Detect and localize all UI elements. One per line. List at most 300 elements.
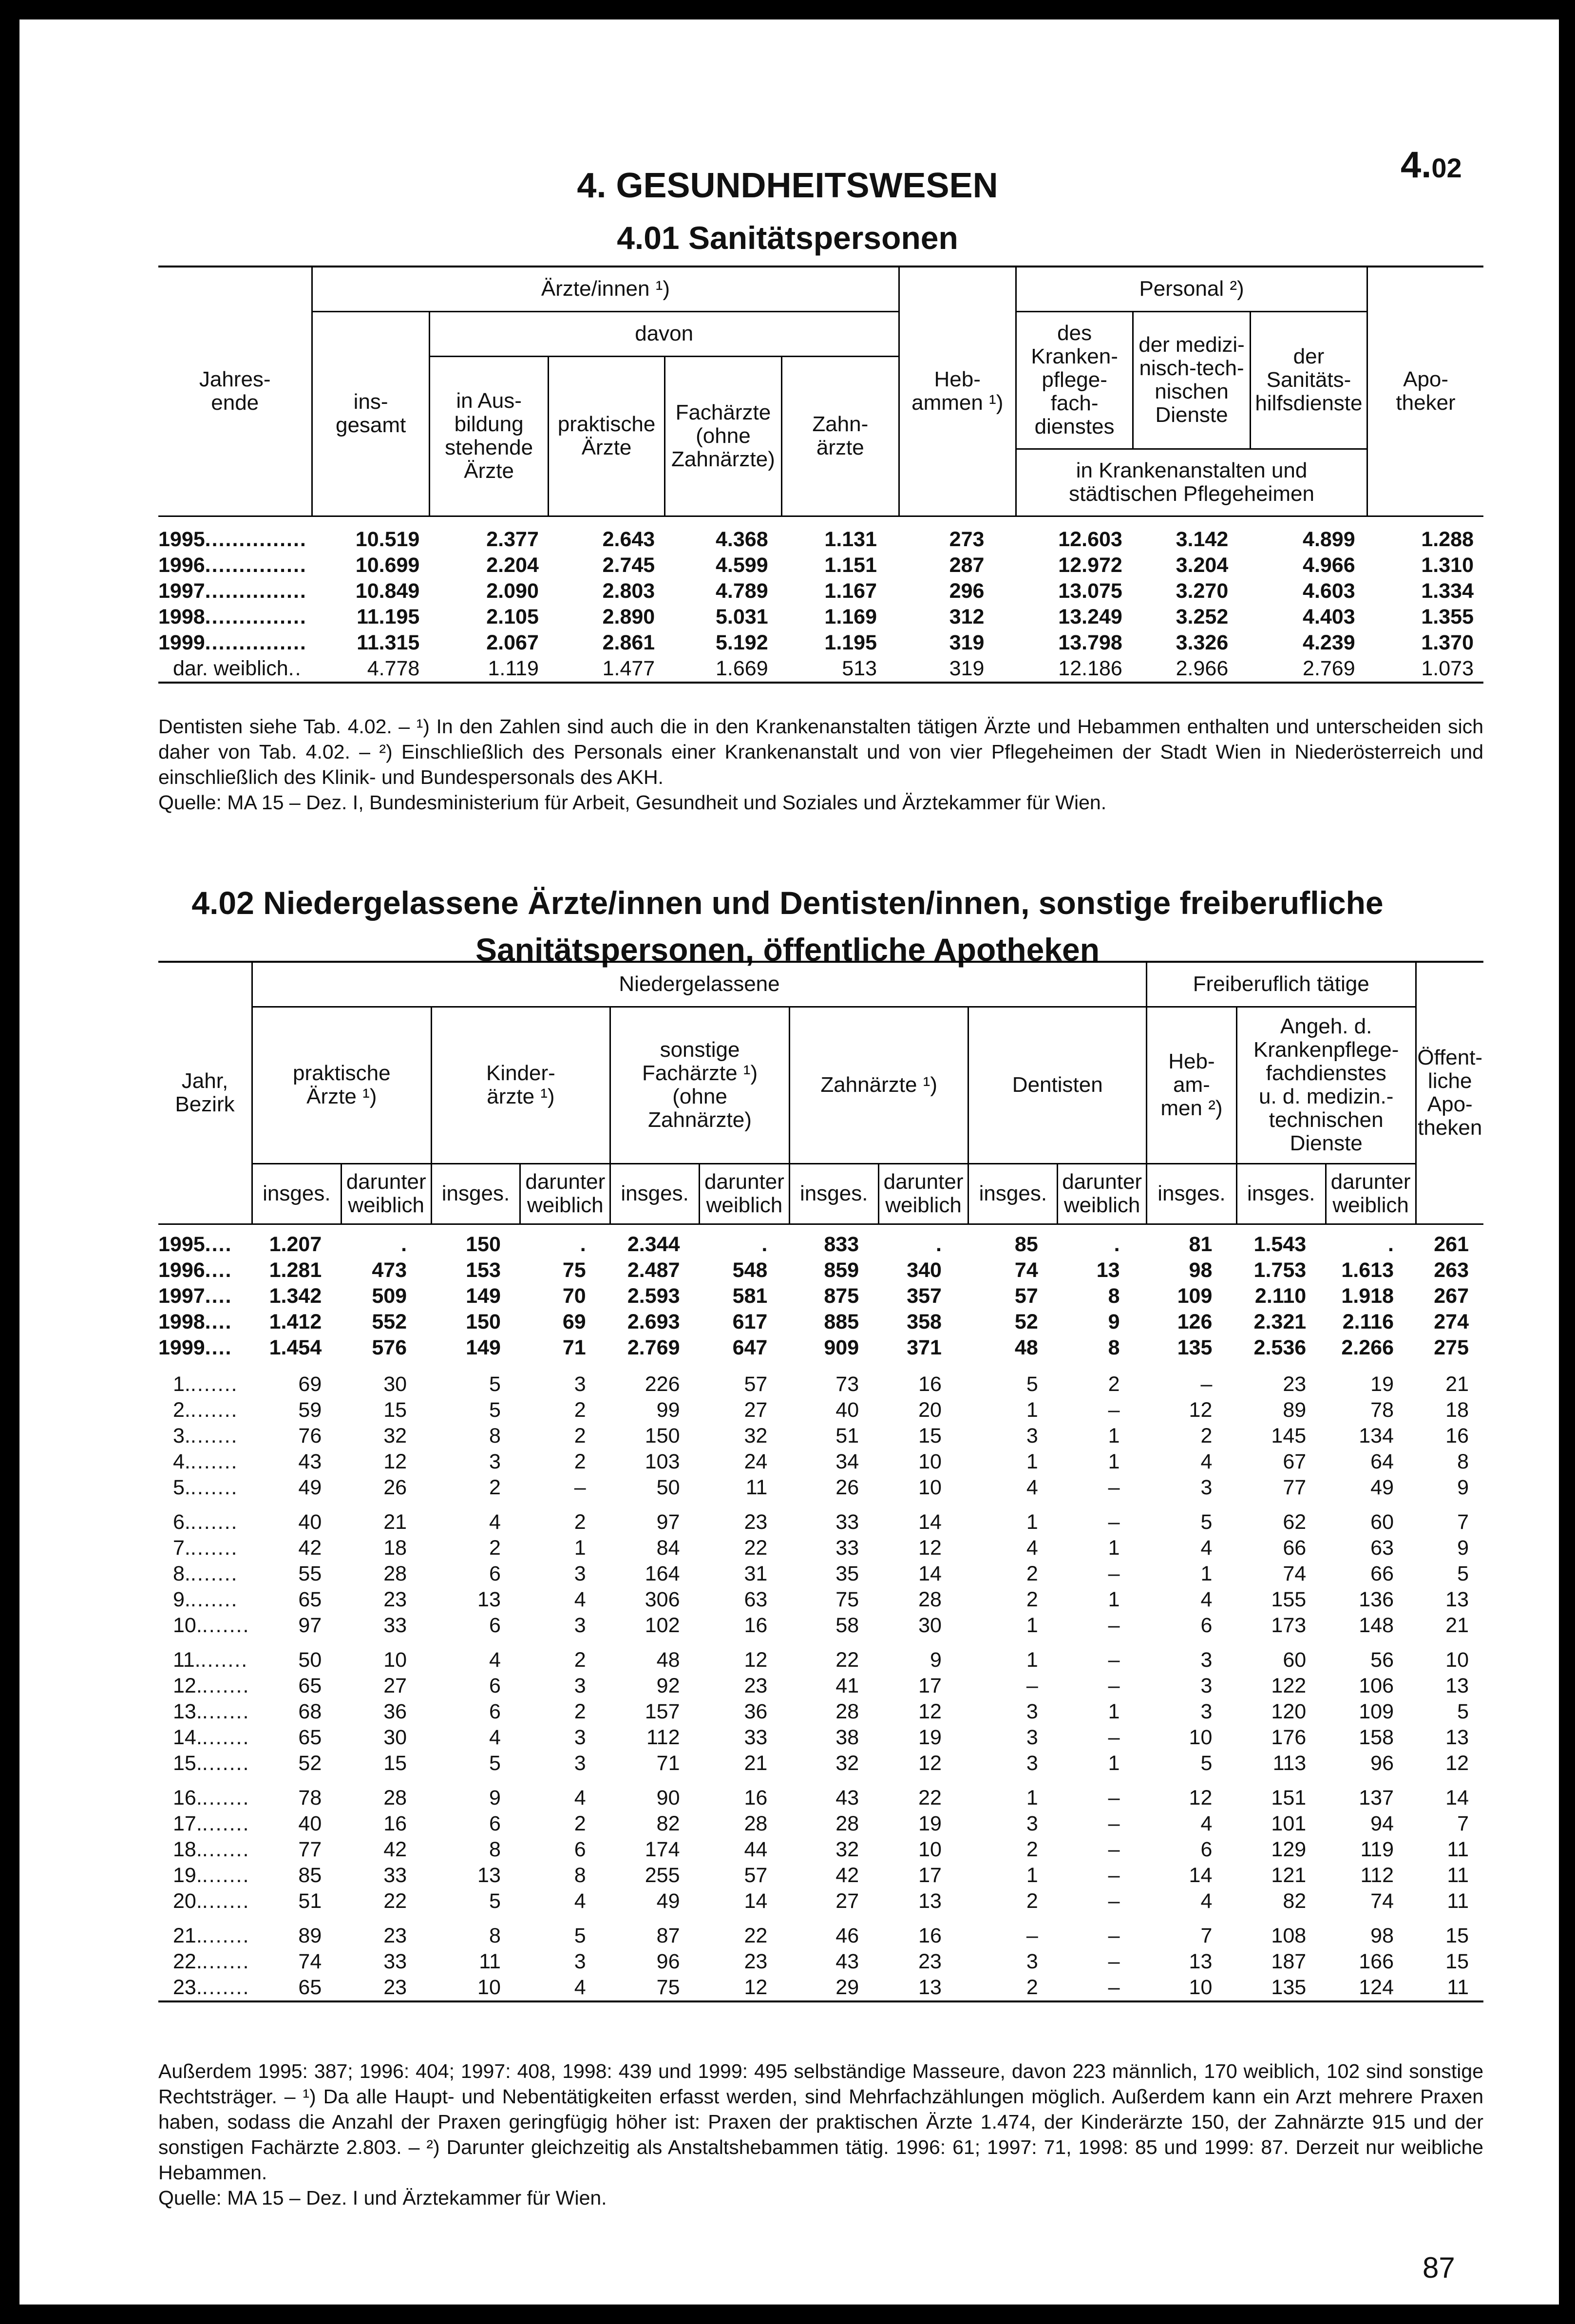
table-cell: 4.789: [716, 579, 768, 603]
row-label-text: 10.: [173, 1613, 202, 1637]
header-kinder: Kinder- ärzte ¹): [431, 1007, 610, 1163]
table-cell: 6: [574, 1837, 586, 1861]
row-label: [158, 1837, 252, 1863]
row-label-text: 1995: [158, 1232, 205, 1256]
row-label-dots: .......: [202, 1949, 250, 1973]
table-cell: 2: [574, 1699, 586, 1723]
table-cell: –: [1108, 1863, 1120, 1887]
table-cell: 9: [489, 1786, 501, 1810]
table1-footnote-text: Dentisten siehe Tab. 4.02. – ¹) In den Zahlen sind auch die in den Krankenanstalten tätigen Ärzte und Hebammen enthalten und unterscheiden sich daher von Tab. 4.02. – ²) Einschließlich des Personals einer Krankenanstalt und von vier Pflegeheimen der Stadt Wien in Niederösterreich und einschließlich des Klinik- und Bundespersonals des AKH.: [158, 715, 1483, 788]
table-cell: 23: [744, 1674, 768, 1697]
table-cell: 12: [1189, 1786, 1213, 1810]
table-cell: 13.798: [1058, 630, 1122, 654]
table-row: [158, 1283, 1483, 1309]
table-cell: 2: [1108, 1372, 1120, 1396]
row-label: [158, 1372, 252, 1397]
row-label: [158, 578, 312, 604]
table-cell: 68: [298, 1699, 322, 1723]
table-cell: 357: [907, 1284, 942, 1308]
header-davon: davon: [429, 311, 899, 356]
table-cell: 19: [1370, 1372, 1394, 1396]
header-niedergelassene: Niedergelassene: [252, 962, 1146, 1007]
table-cell: .: [580, 1232, 586, 1256]
table-cell: 274: [1434, 1310, 1469, 1333]
table-row-district: [158, 1475, 1483, 1501]
table-cell: 2.803: [602, 579, 655, 603]
header-text: darunter weiblich: [1062, 1170, 1142, 1217]
table-cell: 62: [1283, 1510, 1307, 1534]
table-cell: 15: [1445, 1924, 1469, 1947]
table-cell: 33: [383, 1613, 407, 1637]
table-cell: 1: [1108, 1424, 1120, 1448]
table-row-district: [158, 1725, 1483, 1751]
header-freiberuflich: Freiberuflich tätige: [1147, 962, 1416, 1007]
table-cell: 2.487: [627, 1258, 680, 1282]
table-cell: 22: [383, 1889, 407, 1913]
table-cell: –: [1200, 1372, 1213, 1396]
table-cell: 473: [372, 1258, 407, 1282]
table-cell: 6: [489, 1562, 501, 1585]
row-label-text: 4.: [173, 1449, 190, 1473]
table-cell: 6: [489, 1613, 501, 1637]
table-cell: 1.119: [488, 656, 539, 680]
table-cell: 2: [574, 1648, 586, 1672]
table2-title: [19, 879, 1559, 973]
table-cell: 1.131: [824, 527, 877, 551]
table-cell: 1.342: [269, 1284, 322, 1308]
table-cell: 1.195: [824, 630, 877, 654]
table-cell: 65: [298, 1725, 322, 1749]
row-label-text: 7.: [173, 1536, 190, 1560]
table-cell: 28: [918, 1587, 942, 1611]
gap-cell: [158, 1914, 1483, 1923]
group-gap: [158, 1361, 1483, 1372]
table-cell: 4.403: [1303, 605, 1355, 629]
header-personal-sub: in Krankenanstalten und städtischen Pflegeheimen: [1016, 449, 1367, 516]
table-row-district: [158, 1975, 1483, 2001]
table-cell: 12.603: [1058, 527, 1122, 551]
table-cell: 4.239: [1303, 630, 1355, 654]
table-cell: 2.110: [1254, 1284, 1307, 1308]
table-cell: 43: [835, 1949, 859, 1973]
table-cell: –: [1108, 1975, 1120, 1999]
table-cell: 12: [918, 1699, 942, 1723]
table-cell: 14: [1189, 1863, 1213, 1887]
row-label-dots: ...............: [205, 553, 307, 577]
gap-cell: [158, 1638, 1483, 1647]
row-label-dots: .......: [190, 1449, 238, 1473]
header-insges: [1147, 1163, 1237, 1224]
table-row: [158, 1335, 1483, 1361]
table-cell: 358: [907, 1310, 942, 1333]
table-cell: 1.151: [824, 553, 877, 577]
table-cell: 1.167: [824, 579, 877, 603]
table-cell: 52: [298, 1751, 322, 1775]
row-label: [158, 1587, 252, 1613]
table-cell: 129: [1271, 1837, 1307, 1861]
table-cell: 16: [744, 1613, 768, 1637]
table-cell: 13: [477, 1587, 501, 1611]
table-cell: 176: [1271, 1725, 1307, 1749]
table-cell: 2: [1200, 1424, 1213, 1448]
table-cell: 153: [466, 1258, 501, 1282]
table-cell: 44: [744, 1837, 768, 1861]
table-cell: 164: [645, 1562, 680, 1585]
table-cell: 48: [656, 1648, 680, 1672]
table-cell: 13.075: [1058, 579, 1122, 603]
table-cell: 122: [1271, 1674, 1307, 1697]
row-label: [158, 1811, 252, 1837]
table-cell: 1.753: [1253, 1258, 1307, 1282]
table-cell: 11.315: [357, 630, 420, 654]
table-cell: 2: [1026, 1889, 1038, 1913]
row-label: [158, 1232, 252, 1257]
table-cell: 3: [574, 1613, 586, 1637]
row-label-text: 1997: [158, 1284, 205, 1308]
table-cell: 74: [1283, 1562, 1307, 1585]
table-cell: 2.344: [627, 1232, 680, 1256]
row-label-dots: .......: [190, 1424, 238, 1448]
table-cell: .: [401, 1232, 407, 1256]
table-cell: 8: [489, 1924, 501, 1947]
table-cell: 1.073: [1421, 656, 1474, 680]
table-cell: 5: [1457, 1562, 1469, 1585]
table-cell: 113: [1272, 1751, 1307, 1775]
table-cell: 65: [298, 1674, 322, 1697]
table-cell: 2.105: [486, 605, 539, 629]
table-cell: 1: [1108, 1751, 1120, 1775]
row-label-text: 11.: [173, 1648, 201, 1672]
table-cell: 1: [1026, 1863, 1038, 1887]
table-cell: 21: [1445, 1372, 1469, 1396]
table-cell: 74: [1370, 1889, 1394, 1913]
table-cell: 15: [1445, 1949, 1469, 1973]
table-cell: 12.972: [1058, 553, 1122, 577]
table-cell: 1.613: [1341, 1258, 1394, 1282]
table-cell: 6: [489, 1699, 501, 1723]
row-label-text: 15.: [173, 1751, 202, 1775]
table-cell: 33: [835, 1536, 859, 1560]
table-cell: .: [1114, 1232, 1120, 1256]
table-cell: 1: [1026, 1613, 1038, 1637]
table-cell: 150: [645, 1424, 680, 1448]
group-gap: [158, 1638, 1483, 1647]
row-label-text: 1996: [158, 553, 205, 577]
table-cell: 66: [1283, 1536, 1307, 1560]
row-label-text: 17.: [173, 1811, 202, 1835]
table-cell: 7: [1457, 1510, 1469, 1534]
table-row-district: [158, 1535, 1483, 1561]
table-cell: 3.142: [1176, 527, 1229, 551]
table-cell: 33: [383, 1863, 407, 1887]
table-cell: –: [574, 1475, 586, 1499]
row-label: [158, 1561, 252, 1587]
table-cell: 90: [656, 1786, 680, 1810]
row-label: [158, 604, 312, 630]
table-cell: 12: [1189, 1398, 1213, 1422]
row-label: [158, 1475, 252, 1501]
table-cell: 5: [1200, 1751, 1213, 1775]
table1-footnote: [158, 714, 1483, 815]
table-cell: 42: [298, 1536, 322, 1560]
table-cell: 833: [824, 1232, 859, 1256]
table-cell: 49: [298, 1475, 322, 1499]
table-cell: 7: [1200, 1924, 1213, 1947]
table-cell: 74: [298, 1949, 322, 1973]
table-cell: 32: [835, 1751, 859, 1775]
table-row-district: [158, 1372, 1483, 1397]
table-cell: 1: [1108, 1449, 1120, 1473]
table-cell: 16: [918, 1372, 942, 1396]
table-cell: 33: [744, 1725, 768, 1749]
table-cell: –: [1108, 1613, 1120, 1637]
table-cell: –: [1108, 1674, 1120, 1697]
header-text: insges.: [800, 1181, 868, 1205]
table-cell: 23: [383, 1975, 407, 1999]
table-cell: 1: [1108, 1587, 1120, 1611]
table-row-district: [158, 1837, 1483, 1863]
row-label-text: 1999: [158, 630, 205, 654]
table-cell: 63: [744, 1587, 768, 1611]
row-label-text: 18.: [173, 1837, 202, 1861]
table-cell: 6: [1200, 1613, 1213, 1637]
table-row: [158, 1257, 1483, 1283]
table-cell: 4: [1200, 1811, 1213, 1835]
table-row-district: [158, 1699, 1483, 1725]
table-cell: 92: [656, 1674, 680, 1697]
header-insges: [431, 1163, 520, 1224]
page: [19, 19, 1559, 2305]
table-row-district: [158, 1811, 1483, 1837]
header-apotheken: Öffent- liche Apo- theken: [1416, 962, 1483, 1224]
table-cell: 43: [835, 1786, 859, 1810]
table-cell: 1.355: [1421, 605, 1474, 629]
table-cell: 33: [383, 1949, 407, 1973]
table-cell: 548: [732, 1258, 768, 1282]
table-cell: 4: [1026, 1475, 1038, 1499]
table-cell: 49: [656, 1889, 680, 1913]
row-label: [158, 552, 312, 578]
table-cell: 4: [489, 1648, 501, 1672]
row-label: [158, 1257, 252, 1283]
table-cell: 581: [732, 1284, 768, 1308]
table-cell: 8: [1108, 1335, 1120, 1359]
table-cell: 52: [1014, 1310, 1038, 1333]
table-cell: 23: [383, 1924, 407, 1947]
table-cell: 49: [1370, 1475, 1394, 1499]
table-cell: 41: [835, 1674, 859, 1697]
table-cell: .: [936, 1232, 942, 1256]
table-cell: 12: [744, 1648, 768, 1672]
header-insges: [252, 1163, 341, 1224]
table-cell: 3: [1026, 1949, 1038, 1973]
table-cell: 109: [1359, 1699, 1394, 1723]
table-cell: 101: [1271, 1811, 1307, 1835]
table-cell: 27: [835, 1889, 859, 1913]
table-cell: 2.067: [486, 630, 539, 654]
table-cell: 2.204: [486, 553, 539, 577]
table-cell: 75: [656, 1975, 680, 1999]
table-cell: 1: [1200, 1562, 1213, 1585]
table-cell: 16: [918, 1924, 942, 1947]
table-cell: 319: [949, 630, 985, 654]
table-cell: 273: [949, 527, 985, 551]
table-cell: 3.204: [1176, 553, 1229, 577]
table-cell: 77: [298, 1837, 322, 1861]
table-cell: 81: [1189, 1232, 1213, 1256]
table-cell: 4: [574, 1587, 586, 1611]
table-cell: 16: [1445, 1424, 1469, 1448]
table-cell: 85: [1014, 1232, 1038, 1256]
table-cell: 509: [372, 1284, 407, 1308]
table-cell: 135: [1177, 1335, 1213, 1359]
table-cell: 51: [298, 1889, 322, 1913]
row-label-text: 1999: [158, 1335, 205, 1359]
table-cell: 24: [744, 1449, 768, 1473]
row-label-dots: .......: [190, 1562, 238, 1585]
table-row-district: [158, 1888, 1483, 1914]
table-cell: 2: [574, 1811, 586, 1835]
header-year-end: Jahres- ende: [158, 267, 312, 516]
row-label: [158, 1673, 252, 1699]
table-row-district: [158, 1397, 1483, 1423]
table-cell: –: [1026, 1674, 1038, 1697]
table-cell: 134: [1359, 1424, 1394, 1448]
table2-source: Quelle: MA 15 – Dez. I und Ärztekammer für Wien.: [158, 2187, 607, 2209]
header-apotheker: Apo- theker: [1367, 267, 1483, 516]
table-cell: 84: [656, 1536, 680, 1560]
header-insges: [789, 1163, 878, 1224]
table-cell: 82: [656, 1811, 680, 1835]
table-cell: 2: [574, 1510, 586, 1534]
table-cell: 1.288: [1421, 527, 1474, 551]
header-text: darunter weiblich: [1330, 1170, 1411, 1217]
table-cell: 23: [744, 1949, 768, 1973]
table-cell: 11: [1447, 1837, 1469, 1861]
row-label: [158, 1975, 252, 2001]
table-cell: 552: [372, 1310, 407, 1333]
table-cell: –: [1108, 1475, 1120, 1499]
table-cell: 4.599: [716, 553, 768, 577]
table-cell: –: [1026, 1924, 1038, 1947]
table-cell: 12.186: [1058, 656, 1122, 680]
table-row-district: [158, 1949, 1483, 1975]
row-label: [158, 1699, 252, 1725]
table-cell: 119: [1360, 1837, 1394, 1861]
table-cell: 65: [298, 1975, 322, 1999]
table-cell: 3: [574, 1372, 586, 1396]
table-cell: 50: [298, 1648, 322, 1672]
row-label-text: 20.: [173, 1889, 202, 1913]
table-cell: 1.918: [1341, 1284, 1394, 1308]
header-text: insges.: [1247, 1181, 1315, 1205]
table-cell: 11: [1447, 1975, 1469, 1999]
table-cell: 28: [383, 1786, 407, 1810]
table-cell: 8: [574, 1863, 586, 1887]
table-cell: 859: [824, 1258, 859, 1282]
table-cell: 1.412: [269, 1310, 322, 1333]
row-label-dots: .......: [202, 1674, 250, 1697]
table-cell: 22: [835, 1648, 859, 1672]
table-row: [158, 1232, 1483, 1257]
row-label-dots: .......: [202, 1863, 250, 1887]
table-cell: 2.643: [602, 527, 655, 551]
row-label-dots: .......: [202, 1924, 250, 1947]
table-cell: –: [1108, 1510, 1120, 1534]
table-cell: 885: [824, 1310, 859, 1333]
table-cell: 26: [835, 1475, 859, 1499]
table-cell: 145: [1271, 1424, 1307, 1448]
table-cell: 27: [383, 1674, 407, 1697]
table-cell: 23: [1283, 1372, 1307, 1396]
table-cell: 14: [744, 1889, 768, 1913]
row-label-text: 23.: [173, 1975, 202, 1999]
table-cell: 1.281: [269, 1258, 322, 1282]
table-cell: 15: [918, 1424, 942, 1448]
table-cell: 9: [1108, 1310, 1120, 1333]
header-darunter-weiblich: [341, 1163, 431, 1224]
table-cell: 69: [562, 1310, 586, 1333]
row-label-text: 13.: [173, 1699, 202, 1723]
table-cell: 3: [1026, 1811, 1038, 1835]
header-fachaerzte: Fachärzte (ohne Zahnärzte): [664, 356, 781, 516]
table-cell: 576: [372, 1335, 407, 1359]
table-row-district: [158, 1923, 1483, 1949]
table-cell: 71: [562, 1335, 586, 1359]
table-cell: 2.890: [602, 605, 655, 629]
table-cell: 23: [383, 1587, 407, 1611]
table-cell: 150: [466, 1310, 501, 1333]
table-cell: 5.192: [716, 630, 768, 654]
table-cell: 8: [1108, 1284, 1120, 1308]
row-label-dots: ...............: [205, 630, 307, 654]
table-cell: 13: [477, 1863, 501, 1887]
row-label-text: 1998: [158, 605, 205, 629]
table-cell: 3: [489, 1449, 501, 1473]
table-cell: 155: [1271, 1587, 1307, 1611]
table-cell: 4: [1200, 1536, 1213, 1560]
table-cell: 875: [824, 1284, 859, 1308]
header-insges: [1236, 1163, 1326, 1224]
table-cell: 32: [383, 1424, 407, 1448]
table-cell: 14: [918, 1562, 942, 1585]
row-label-text: 5.: [173, 1475, 190, 1499]
table-cell: 108: [1271, 1924, 1307, 1947]
row-label-dots: ....: [205, 1284, 232, 1308]
group-gap: [158, 1914, 1483, 1923]
table-cell: 12: [383, 1449, 407, 1473]
group-gap: [158, 1501, 1483, 1509]
table-cell: 6: [1200, 1837, 1213, 1861]
table-row-district: [158, 1647, 1483, 1673]
row-label: [158, 1863, 252, 1888]
table-cell: 1: [1026, 1398, 1038, 1422]
header-darunter-weiblich: [1326, 1163, 1416, 1224]
table-cell: 2.861: [602, 630, 655, 654]
table-cell: –: [1108, 1949, 1120, 1973]
table-cell: 43: [298, 1449, 322, 1473]
table-row: [158, 604, 1483, 630]
header-darunter-weiblich: [1058, 1163, 1147, 1224]
table-cell: 13: [1096, 1258, 1120, 1282]
table-cell: 75: [835, 1587, 859, 1611]
row-label-dots: .......: [190, 1372, 238, 1396]
table-cell: 296: [949, 579, 985, 603]
table-cell: 2: [1026, 1562, 1038, 1585]
table-cell: 109: [1177, 1284, 1213, 1308]
table-cell: 2.321: [1253, 1310, 1307, 1333]
table-cell: 1: [1108, 1536, 1120, 1560]
